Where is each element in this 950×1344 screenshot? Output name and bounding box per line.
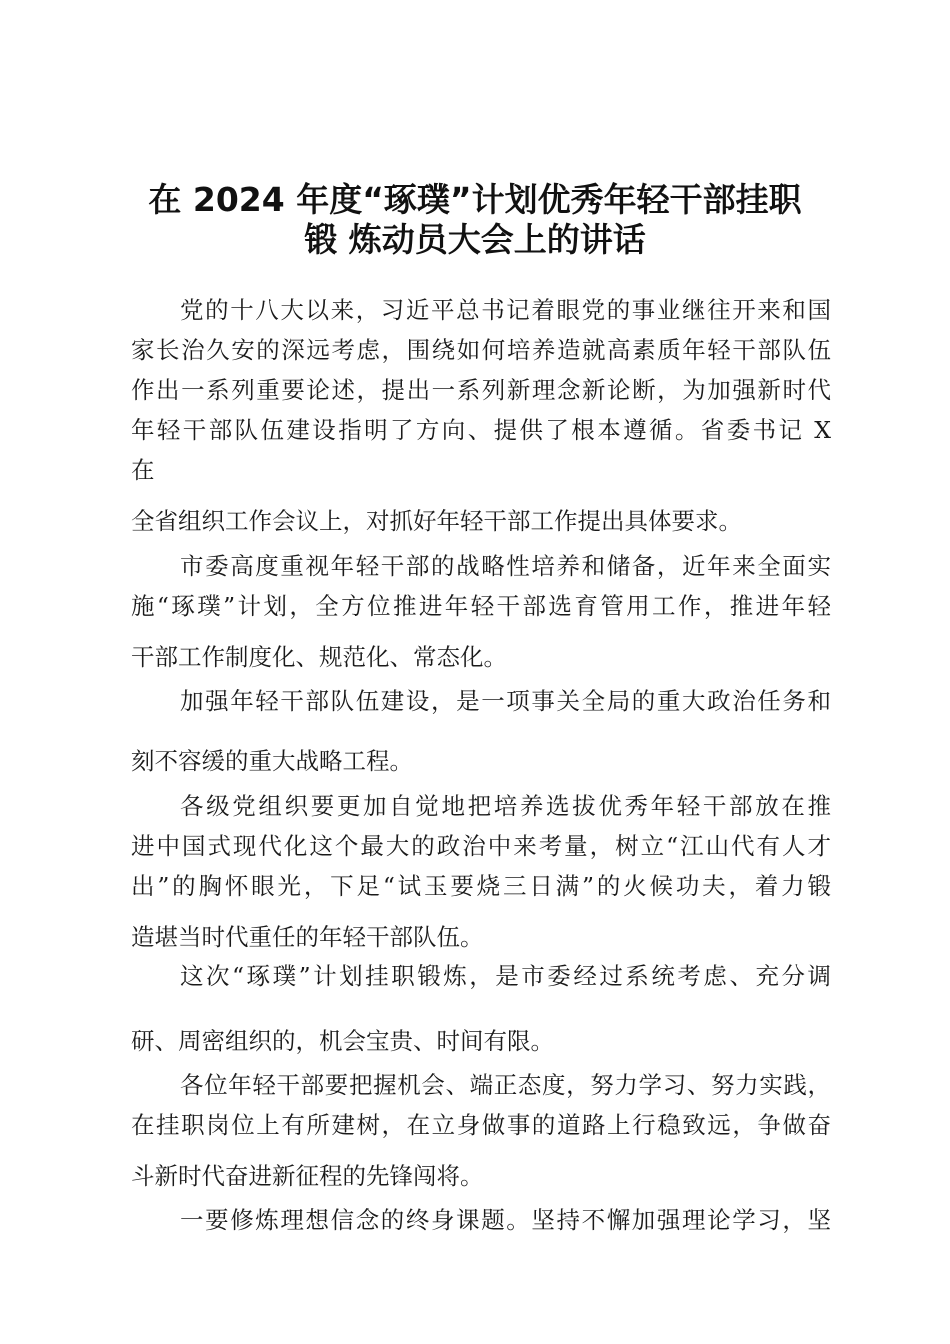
body-line: 各级党组织要更加自觉地把培养选拔优秀年轻干部放在推: [180, 792, 831, 820]
body-line: 造堪当时代重任的年轻干部队伍。: [131, 923, 484, 951]
body-line: 加强年轻干部队伍建设，是一项事关全局的重大政治任务和: [180, 687, 831, 715]
title-line-1: 在 2024 年度“琢璞”计划优秀年轻干部挂职: [148, 180, 802, 219]
body-line: 市委高度重视年轻干部的战略性培养和储备，近年来全面实: [180, 552, 831, 580]
body-line: 这次“琢璞”计划挂职锻炼，是市委经过系统考虑、充分调: [180, 962, 831, 990]
body-line: 进中国式现代化这个最大的政治中来考量，树立“江山代有人才: [131, 832, 831, 860]
body-line: 施“琢璞”计划，全方位推进年轻干部选育管用工作，推进年轻: [131, 592, 831, 620]
body-line: 各位年轻干部要把握机会、端正态度，努力学习、努力实践，: [180, 1071, 831, 1099]
body-line: 斗新时代奋进新征程的先锋闯将。: [131, 1162, 484, 1190]
body-line: 在: [131, 456, 155, 484]
body-line: 家长治久安的深远考虑，围绕如何培养造就高素质年轻干部队伍: [131, 336, 831, 364]
body-line: 研、周密组织的，机会宝贵、时间有限。: [131, 1027, 554, 1055]
title-line-2: 锻 炼动员大会上的讲话: [304, 220, 646, 259]
body-line: 干部工作制度化、规范化、常态化。: [131, 643, 507, 671]
body-line: 全省组织工作会议上，对抓好年轻干部工作提出具体要求。: [131, 507, 742, 535]
body-line: 刻不容缓的重大战略工程。: [131, 747, 413, 775]
body-line: 党的十八大以来，习近平总书记着眼党的事业继往开来和国: [180, 296, 831, 324]
body-line: 作出一系列重要论述，提出一系列新理念新论断，为加强新时代: [131, 376, 831, 404]
body-line: 年轻干部队伍建设指明了方向、提供了根本遵循。省委书记 X: [131, 416, 831, 444]
body-line: 在挂职岗位上有所建树，在立身做事的道路上行稳致远，争做奋: [131, 1111, 831, 1139]
body-line: 一要修炼理想信念的终身课题。坚持不懈加强理论学习，坚: [180, 1206, 831, 1234]
body-line: 出”的胸怀眼光，下足“试玉要烧三日满”的火候功夫，着力锻: [131, 872, 831, 900]
